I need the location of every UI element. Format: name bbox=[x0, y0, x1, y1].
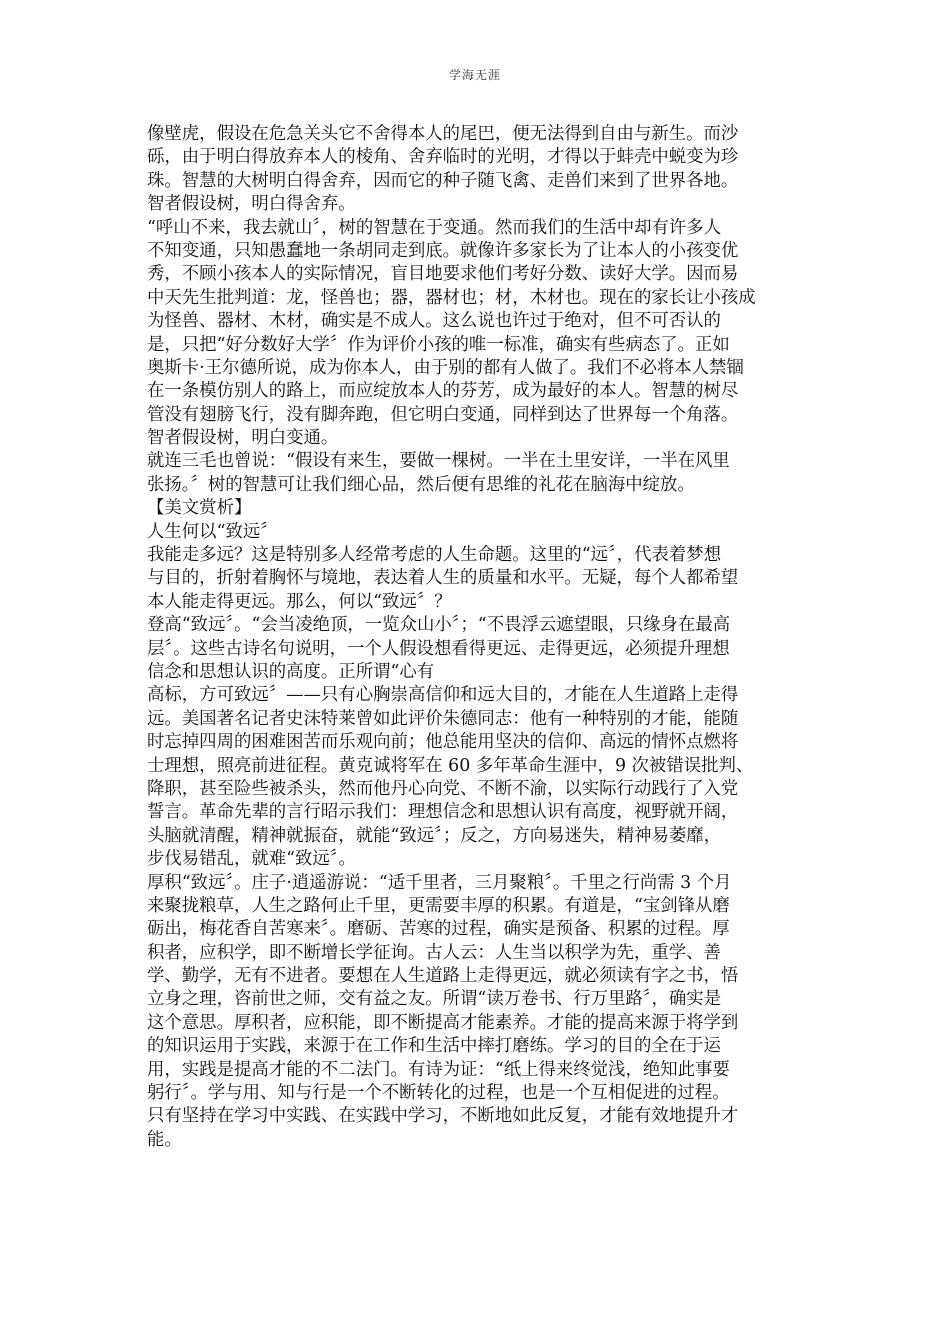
text-line: 降职，甚至险些被杀头，然而他丹心向党、不断不渝，以实际行动践行了入党 bbox=[147, 778, 739, 799]
page-header: 学海无涯 bbox=[448, 68, 501, 82]
text-line: 本人能走得更远。那么，何以“致远〞？ bbox=[147, 591, 452, 612]
text-line: 登高“致远〞。“会当凌绝顶，一览众山小〞；“不畏浮云遮望眼，只缘身在最高 bbox=[147, 615, 731, 636]
body-text bbox=[147, 123, 807, 1152]
text-line: 只有坚持在学习中实践、在实践中学习，不断地如此反复，才能有效地提升才 bbox=[147, 1106, 739, 1127]
text-line: 步伐易错乱，就难“致远〞。 bbox=[147, 849, 356, 870]
text-line: 立身之理，咨前世之师，交有益之友。所谓“读万卷书、行万里路〞，确实是 bbox=[147, 989, 722, 1010]
text-line: 信念和思想认识的高度。正所谓“心有 bbox=[147, 661, 435, 682]
text-line: 远。美国著名记者史沫特莱曾如此评价朱德同志：他有一种特别的才能，能随 bbox=[147, 708, 739, 729]
text-line: 砾，由于明白得放弃本人的棱角、舍弃临时的光明，才得以于蚌壳中蜕变为珍 bbox=[147, 147, 739, 168]
text-line: 头脑就清醒，精神就振奋，就能“致远〞；反之，方向易迷失，精神易萎靡， bbox=[147, 825, 722, 846]
article-title: 人生何以“致远〞 bbox=[147, 521, 278, 542]
text-line: 在一条模仿别人的路上，而应绽放本人的芬芳，成为最好的本人。智慧的树尽 bbox=[147, 381, 739, 402]
text-line: 厚积“致远〞。庄子·逍遥游说：“适千里者，三月聚粮〞。千里之行尚需 3 个月 bbox=[147, 872, 732, 893]
text-line: 能。 bbox=[147, 1129, 182, 1150]
text-line: 誓言。革命先辈的言行昭示我们：理想信念和思想认识有高度，视野就开阔， bbox=[147, 802, 739, 823]
text-line: 就连三毛也曾说：“假设有来生，要做一棵树。一半在土里安详，一半在风里 bbox=[147, 451, 730, 472]
text-line: 珠。智慧的大树明白得舍弃，因而它的种子随飞禽、走兽们来到了世界各地。 bbox=[147, 170, 739, 191]
section-heading: 【美文赏析】 bbox=[147, 498, 252, 519]
text-line: 我能走多远？这是特别多人经常考虑的人生命题。这里的“远〞，代表着梦想 bbox=[147, 545, 722, 566]
text-line: 管没有翅膀飞行，没有脚奔跑，但它明白变通，同样到达了世界每一个角落。 bbox=[147, 404, 739, 425]
text-line: 秀，不顾小孩本人的实际情况，盲目地要求他们考好分数、读好大学。因而易 bbox=[147, 264, 739, 285]
text-line: 士理想，照亮前进征程。黄克诚将军在 60 多年革命生涯中，9 次被错误批判、 bbox=[147, 755, 754, 776]
text-line: 学、勤学，无有不进者。要想在人生道路上走得更远，就必须读有字之书，悟 bbox=[147, 966, 739, 987]
text-line: 砺出，梅花香自苦寒来〞。磨砺、苦寒的过程，确实是预备、积累的过程。厚 bbox=[147, 919, 730, 940]
text-line: 像壁虎，假设在危急关头它不舍得本人的尾巴，便无法得到自由与新生。而沙 bbox=[147, 124, 739, 144]
text-line: 不知变通，只知愚蠢地一条胡同走到底。就像许多家长为了让本人的小孩变优 bbox=[147, 240, 739, 261]
text-line: 是，只把“好分数好大学〞作为评价小孩的唯一标准，确实有些病态了。正如 bbox=[147, 334, 730, 355]
text-line: 与目的，折射着胸怀与境地，表达着人生的质量和水平。无疑，每个人都希望 bbox=[147, 568, 739, 589]
text-line: 张扬。〞树的智慧可让我们细心品，然后便有思维的礼花在脑海中绽放。 bbox=[147, 474, 695, 495]
text-line: “呼山不来，我去就山〞，树的智慧在于变通。然而我们的生活中却有许多人 bbox=[147, 217, 722, 238]
text-line: 层〞。这些古诗名句说明，一个人假设想看得更远、走得更远，必须提升理想 bbox=[147, 638, 730, 659]
text-line: 用，实践是提高才能的不二法门。有诗为证：“纸上得来终觉浅，绝知此事要 bbox=[147, 1059, 730, 1080]
text-line: 来聚拢粮草，人生之路何止千里，更需要丰厚的积累。有道是，“宝剑锋从磨 bbox=[147, 895, 730, 916]
text-line: 高标，方可致远〞——只有心胸崇高信仰和远大目的，才能在人生道路上走得 bbox=[147, 685, 739, 706]
text-line: 积者，应积学，即不断增长学征询。古人云：人生当以积学为先，重学、善 bbox=[147, 942, 721, 963]
text-line: 中天先生批判道：龙，怪兽也；器，器材也；材，木材也。现在的家长让小孩成 bbox=[147, 287, 756, 308]
text-line: 躬行〞。学与用、知与行是一个不断转化的过程，也是一个互相促进的过程。 bbox=[147, 1083, 730, 1104]
text-line: 奥斯卡·王尔德所说，成为你本人，由于别的都有人做了。我们不必将本人禁锢 bbox=[147, 357, 744, 378]
text-line: 时忘掉四周的困难困苦而乐观向前；他总能用坚决的信仰、高远的情怀点燃将 bbox=[147, 732, 739, 753]
text-line: 为怪兽、器材、木材，确实是不成人。这么说也许过于绝对，但不可否认的 bbox=[147, 311, 721, 332]
text-line: 这个意思。厚积者，应积能，即不断提高才能素养。才能的提高来源于将学到 bbox=[147, 1012, 739, 1033]
text-line: 智者假设树，明白变通。 bbox=[147, 428, 339, 449]
text-line: 智者假设树，明白得舍弃。 bbox=[147, 194, 356, 215]
text-line: 的知识运用于实践，来源于在工作和生活中摔打磨练。学习的目的全在于运 bbox=[147, 1036, 721, 1057]
